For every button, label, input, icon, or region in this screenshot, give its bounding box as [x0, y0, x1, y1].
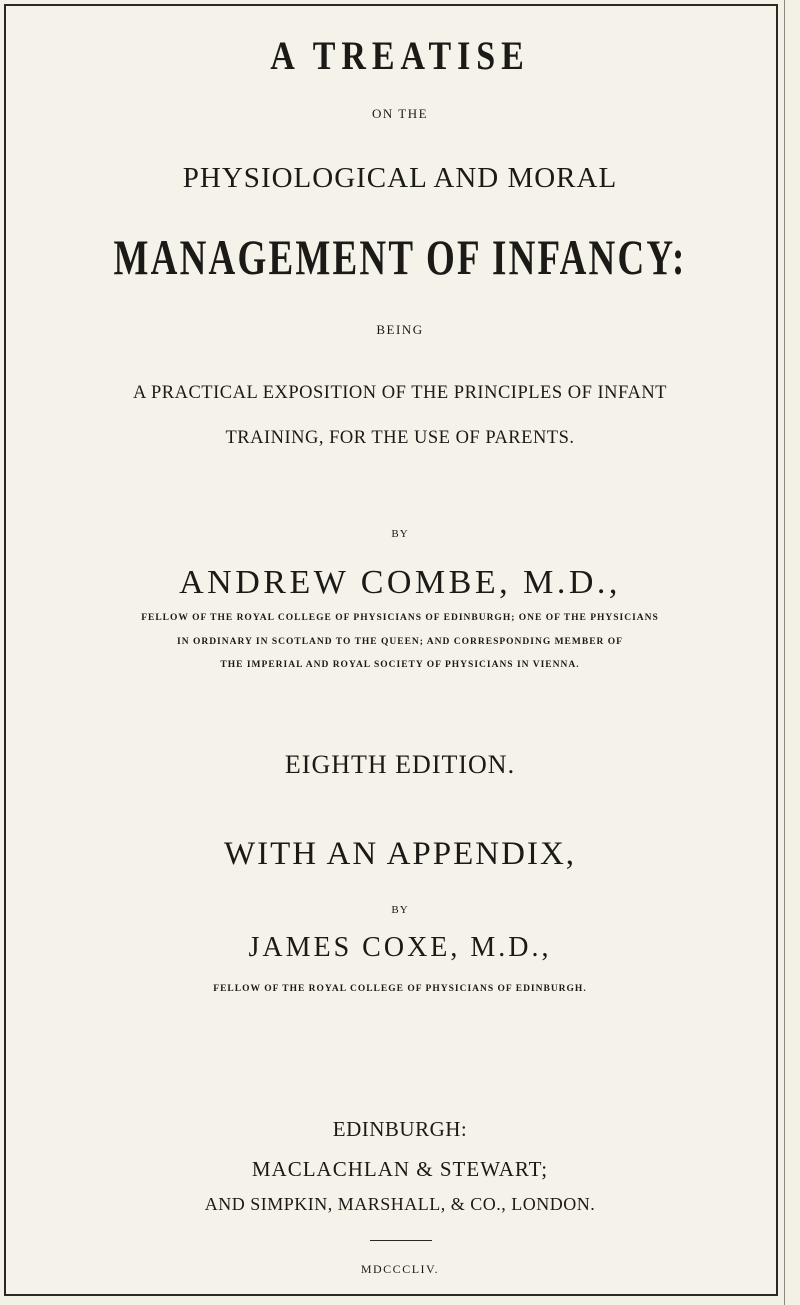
- author-credentials-line-3: THE IMPERIAL AND ROYAL SOCIETY OF PHYSICIANS IN VIENNA.: [220, 660, 580, 670]
- divider-rule: [370, 1240, 432, 1241]
- by-label-author: BY: [391, 528, 409, 540]
- page-edge: [784, 0, 785, 1305]
- publisher-line-2: AND SIMPKIN, MARSHALL, & CO., LONDON.: [204, 1194, 596, 1214]
- appendix-author-credentials: FELLOW OF THE ROYAL COLLEGE OF PHYSICIANS OF EDINBURGH.: [213, 984, 587, 994]
- on-the-label: ON THE: [371, 106, 429, 121]
- author-credentials-line-2: IN ORDINARY IN SCOTLAND TO THE QUEEN; AND CORRESPONDING MEMBER OF: [177, 637, 623, 647]
- appendix-label: WITH AN APPENDIX,: [223, 836, 577, 872]
- by-label-appendix: BY: [391, 904, 409, 916]
- author-credentials-line-1: FELLOW OF THE ROYAL COLLEGE OF PHYSICIANS OF EDINBURGH; ONE OF THE PHYSICIANS: [141, 613, 659, 623]
- book-title: A TREATISE: [270, 33, 530, 78]
- subject-line-2: MANAGEMENT OF INFANCY:: [113, 229, 687, 285]
- edition-label: EIGHTH EDITION.: [284, 750, 516, 779]
- publication-year: MDCCCLIV.: [360, 1262, 440, 1276]
- appendix-author-name: JAMES COXE, M.D.,: [248, 932, 552, 963]
- subject-line-1: PHYSIOLOGICAL AND MORAL: [182, 162, 618, 194]
- description-line-2: TRAINING, FOR THE USE OF PARENTS.: [225, 428, 575, 448]
- description-line-1: A PRACTICAL EXPOSITION OF THE PRINCIPLES OF INFANT: [133, 383, 667, 403]
- author-name: ANDREW COMBE, M.D.,: [179, 564, 621, 601]
- being-label: BEING: [376, 322, 424, 337]
- publisher-city: EDINBURGH:: [332, 1117, 468, 1141]
- publisher-line-1: MACLACHLAN & STEWART;: [251, 1157, 549, 1181]
- title-page-border: [4, 4, 778, 1296]
